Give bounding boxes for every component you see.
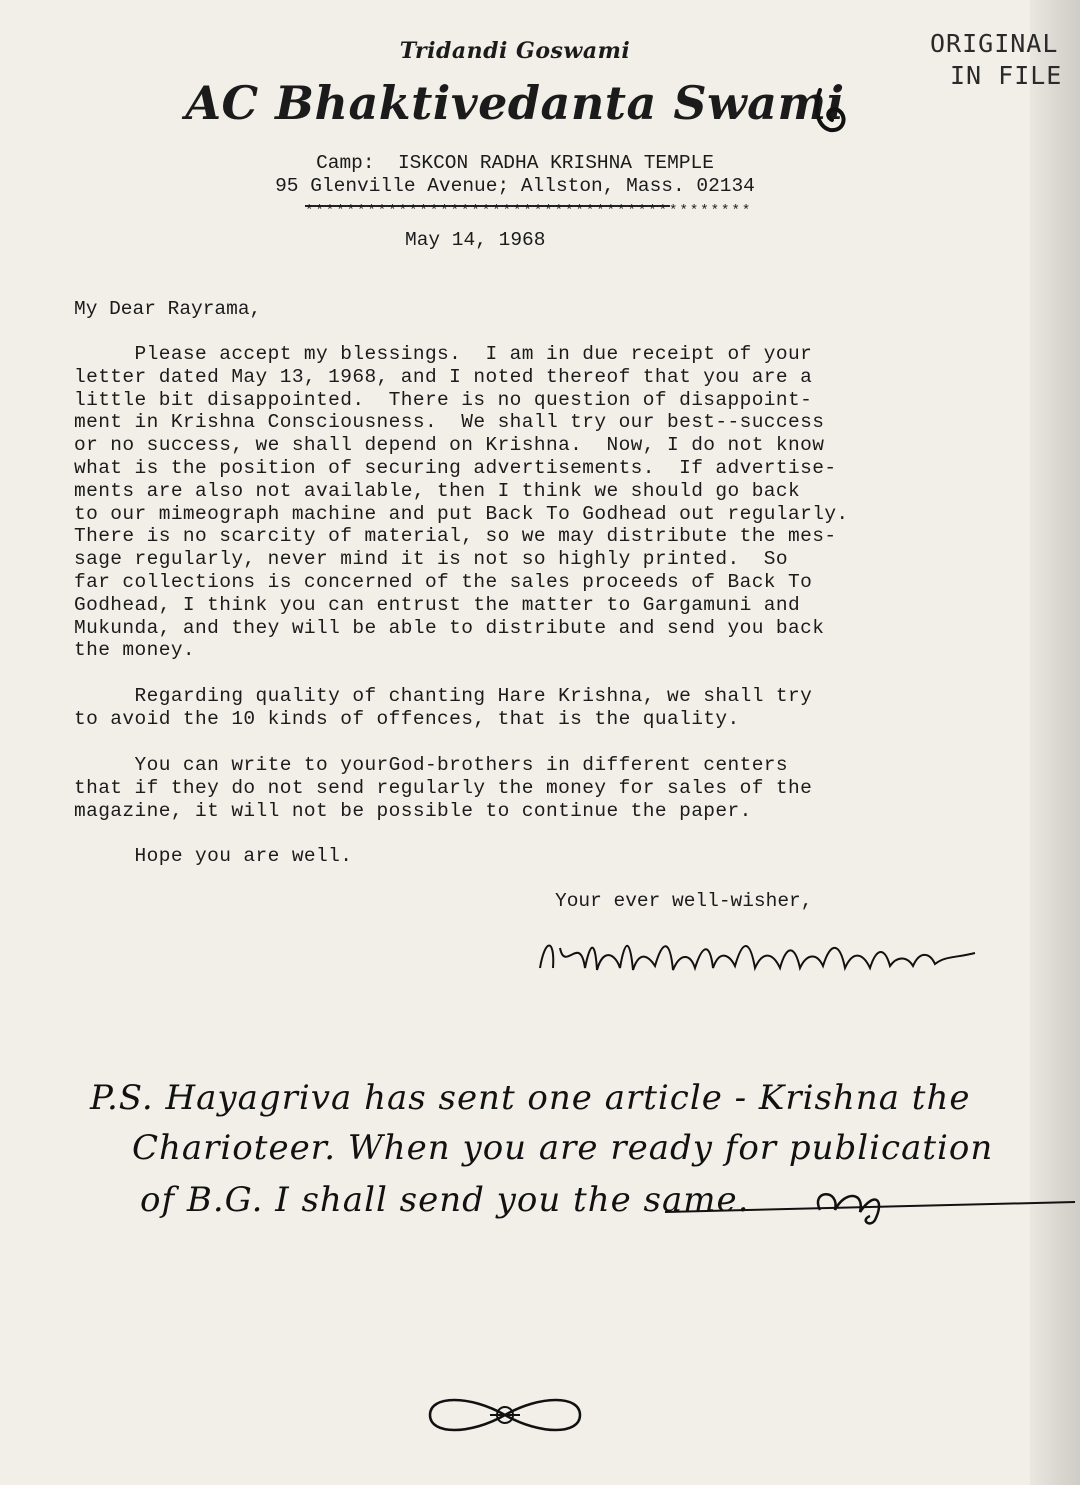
text-line: to our mimeograph machine and put Back To Godhead out regularly. bbox=[74, 502, 849, 525]
text-line: Regarding quality of chanting Hare Krishna, we shall try bbox=[74, 685, 813, 707]
text-line: ment in Krishna Consciousness. We shall try our best--success bbox=[74, 411, 825, 434]
postscript-line-3: of B.G. I shall send you the same. bbox=[140, 1180, 750, 1220]
text-line: or no success, we shall depend on Krishna. Now, I do not know bbox=[74, 434, 825, 457]
text-line: that if they do not send regularly the money for sales of the bbox=[74, 776, 813, 799]
closing: Your ever well-wisher, bbox=[555, 890, 813, 912]
letterhead-subtitle: Tridandi Goswami bbox=[399, 38, 631, 64]
letter-date: May 14, 1968 bbox=[405, 229, 546, 251]
salutation: My Dear Rayrama, bbox=[74, 298, 262, 320]
paragraph-1 bbox=[74, 343, 849, 662]
postscript-line-1: P.S. Hayagriva has sent one article - Krishna the bbox=[90, 1078, 971, 1118]
text-line: to avoid the 10 kinds of offences, that is the quality. bbox=[74, 707, 740, 730]
text-line: Godhead, I think you can entrust the matter to Gargamuni and bbox=[74, 593, 801, 616]
flourish-ornament bbox=[420, 1390, 590, 1440]
letterhead-name: AC Bhaktivedanta Swami bbox=[185, 76, 845, 130]
initials-signature bbox=[660, 1180, 1080, 1230]
text-line: magazine, it will not be possible to continue the paper. bbox=[74, 799, 752, 822]
paragraph-3 bbox=[74, 754, 812, 822]
text-line: what is the position of securing advertisements. If advertise- bbox=[74, 456, 837, 479]
text-line: sage regularly, never mind it is not so highly printed. So bbox=[74, 548, 789, 571]
stamp-line-1: ORIGINAL bbox=[930, 29, 1059, 58]
text-line: letter dated May 13, 1968, and I noted thereof that you are a bbox=[74, 365, 813, 388]
page-edge-shadow bbox=[1030, 0, 1080, 1485]
text-line: Please accept my blessings. I am in due receipt of your bbox=[74, 343, 813, 365]
text-line: far collections is concerned of the sales proceeds of Back To bbox=[74, 570, 813, 593]
paragraph-4 bbox=[74, 845, 352, 868]
text-line: the money. bbox=[74, 639, 196, 662]
text-line: There is no scarcity of material, so we may distribute the mes- bbox=[74, 525, 837, 548]
paragraph-2 bbox=[74, 685, 812, 731]
postscript-line-2: Charioteer. When you are ready for publication bbox=[132, 1128, 994, 1168]
header-divider-dots: ******************************************* bbox=[305, 203, 753, 219]
stamp-line-2: IN FILE bbox=[950, 61, 1063, 90]
signature bbox=[535, 928, 985, 988]
text-line: little bit disappointed. There is no question of disappoint- bbox=[74, 388, 813, 411]
text-line: You can write to yourGod-brothers in different centers bbox=[74, 754, 789, 776]
address-line-2: 95 Glenville Avenue; Allston, Mass. 02134 bbox=[275, 175, 755, 197]
text-line: Mukunda, and they will be able to distribute and send you back bbox=[74, 616, 825, 639]
text-line: ments are also not available, then I think we should go back bbox=[74, 479, 801, 502]
address-line-1: Camp: ISKCON RADHA KRISHNA TEMPLE bbox=[316, 152, 714, 174]
letterhead-swirl-icon bbox=[812, 86, 852, 136]
text-line: Hope you are well. bbox=[74, 845, 353, 867]
